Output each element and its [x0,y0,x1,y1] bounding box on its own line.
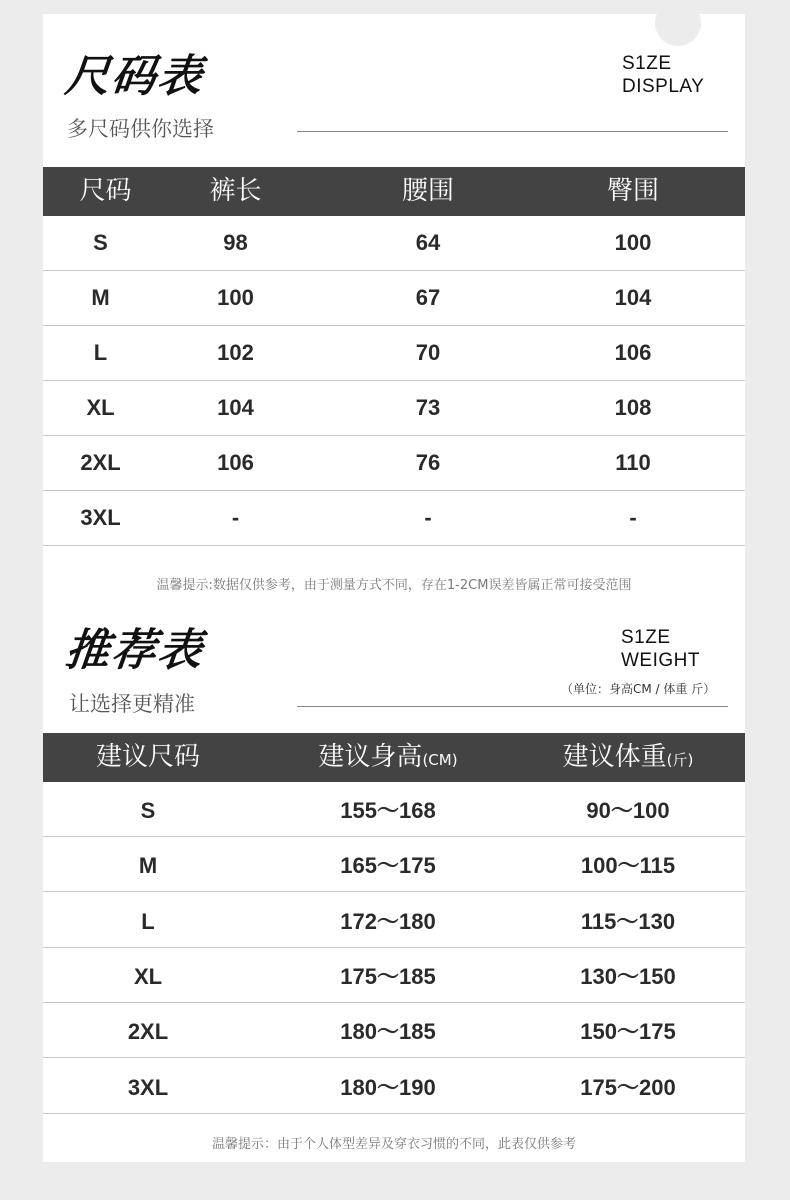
decorative-notch [655,0,701,46]
size-weight-line1: S1ZE [621,627,671,648]
table-cell: - [231,505,240,530]
table-row [43,1003,745,1058]
unit-note: （单位：身高CM / 体重 斤） [561,682,716,696]
table-cell: 64 [415,230,441,255]
header-recommend-weight-unit: (斤) [666,751,694,769]
size-display-line1: S1ZE [622,53,672,74]
size-table-tip: 温馨提示:数据仅供参考，由于测量方式不同，存在1-2CM误差皆属正常可接受范围 [156,578,632,593]
table-cell: 100 [614,230,652,255]
table-row [43,491,745,546]
size-table-subtitle: 多尺码供你选择 [67,117,214,141]
table-cell: 90～100 [586,798,670,823]
table-cell: 100～115 [580,853,676,878]
section-divider [297,131,728,132]
size-weight-label [621,626,700,672]
table-cell: 70 [415,340,441,365]
table-cell: S [140,798,156,823]
table-cell: M [91,285,110,310]
table-cell: 98 [223,230,248,255]
table-cell: 67 [415,285,441,310]
header-recommend-height-unit: (CM) [422,751,458,769]
table-row [43,837,745,892]
recommend-table-subtitle: 让选择更精准 [69,692,195,716]
table-cell: 110 [615,450,651,475]
table-cell: 115～130 [580,909,676,934]
header-recommend-weight-main: 建议体重 [562,742,667,772]
table-cell: 3XL [80,505,121,530]
table-cell: 2XL [80,450,121,475]
header-recommend-size [43,733,253,782]
table-row [43,436,745,491]
size-display-line2: DISPLAY [622,76,705,97]
header-recommend-height-main: 建议身高 [318,742,423,772]
header-hip: 臀围 [606,176,659,206]
table-cell: L [141,909,155,934]
size-display-label [622,52,704,98]
table-cell: - [424,505,432,530]
table-row [43,782,745,837]
table-cell: 172～180 [340,909,436,934]
table-cell: 76 [415,450,441,475]
size-table-title: 尺码表 [62,51,207,102]
table-cell: 108 [614,395,652,420]
table-cell: 73 [415,395,441,420]
section-divider [297,706,728,707]
table-row [43,893,745,948]
size-weight-line2: WEIGHT [621,650,700,671]
table-cell: XL [133,964,163,989]
recommend-table-tip: 温馨提示：由于个人体型差异及穿衣习惯的不同，此表仅供参考 [211,1137,576,1152]
table-row [43,948,745,1003]
table-row [43,271,745,326]
header-size: 尺码 [79,176,132,206]
header-waist: 腰围 [401,176,454,206]
recommend-table-header [43,733,745,782]
table-row [43,216,745,271]
header-recommend-weight [523,733,733,782]
table-cell: 180～185 [340,1019,436,1044]
header-recommend-height [283,733,493,782]
table-cell: 175～200 [580,1075,676,1100]
size-table-header [43,167,745,216]
table-cell: S [93,230,108,255]
recommend-table-title: 推荐表 [62,625,207,676]
table-cell: 106 [217,450,254,475]
table-cell: 180～190 [340,1075,436,1100]
table-row [43,326,745,381]
table-cell: 175～185 [340,964,436,989]
table-cell: 102 [217,340,254,365]
table-cell: 106 [614,340,652,365]
table-cell: 155～168 [340,798,436,823]
header-recommend-size-main: 建议尺码 [95,742,200,772]
table-cell: 2XL [127,1019,169,1044]
table-row [43,1059,745,1114]
table-cell: M [138,853,158,878]
table-cell: 130～150 [580,964,676,989]
header-length: 裤长 [209,176,262,206]
table-cell: 104 [217,395,254,420]
table-cell: 3XL [127,1075,169,1100]
table-cell: - [629,505,637,530]
table-cell: 100 [217,285,254,310]
table-cell: 165～175 [340,853,436,878]
table-cell: 150～175 [580,1019,676,1044]
table-cell: XL [86,395,115,420]
table-cell: 104 [614,285,652,310]
table-cell: L [93,340,108,365]
table-row [43,381,745,436]
